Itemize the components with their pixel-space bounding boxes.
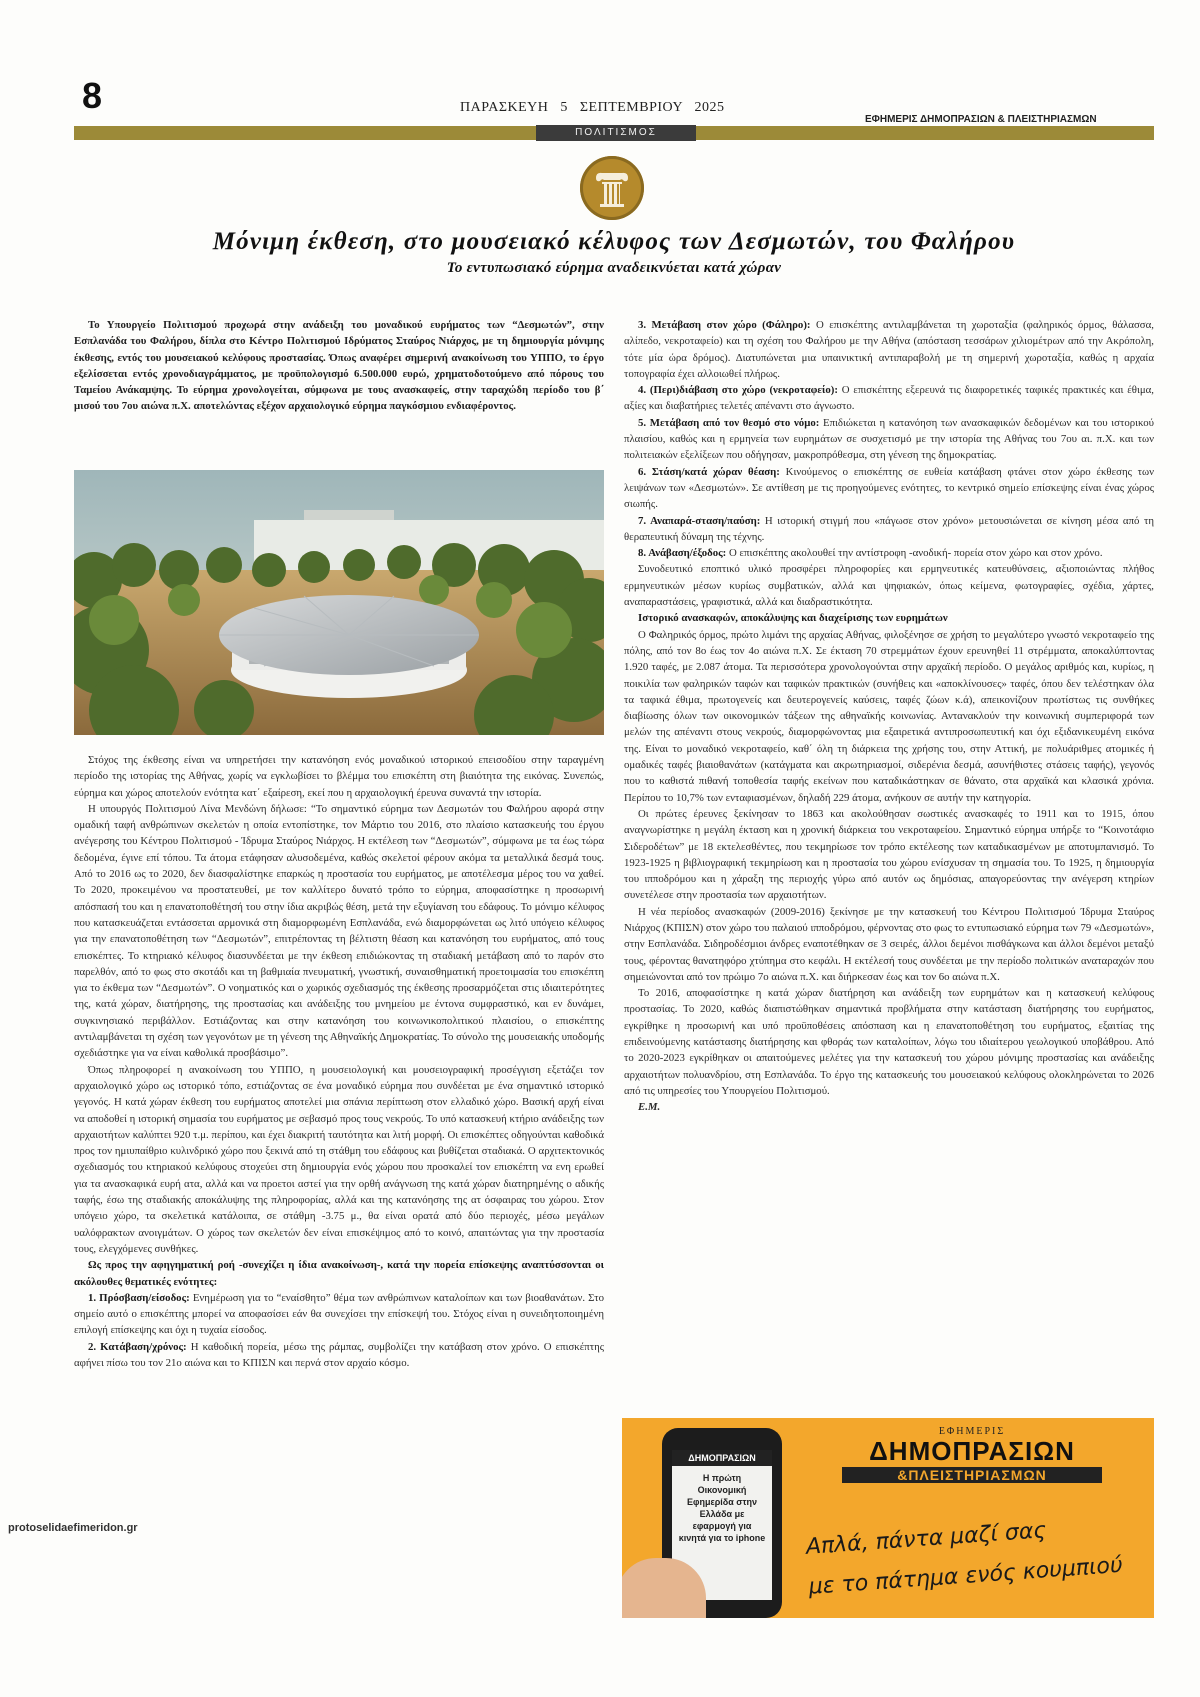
ad-slogan-line: Απλά, πάντα μαζί σας	[805, 1518, 1048, 1560]
history-paragraph: Οι πρώτες έρευνες ξεκίνησαν το 1863 και ακολούθησαν σωστικές ανασκαφές το 1911 και το 1915, όπου αναγνωρίστηκε η μεγάλη έκταση και η χρονική διάρκεια του νεκροταφείου. Σημαντικό εύρημα υπήρξε το “Κοινοτάφιο Σιδεροδέτων” με 18 εκτελεσθέντες, που τεκμηρίωσε τον τρόπο εκτέλεσης των καταδικασμένων με αποτυμπανισμό. Το 1923-1925 η βιβλιογραφική τεκμηρίωση και η προστασία του χώρου ενίσχυσαν τη σημασία του. Το 1925, η δημιουργία του ιπποδρόμου και η χάραξη της περιοχής γύρω από αυτόν ως δημόσιας, απαγορεύοντας την ανέγερση κτηρίων συνετέλεσε στην προστασία των αρχαιοτήτων.	[624, 807, 1154, 902]
stage-text: Επιδιώκεται η κατανόηση των ανασκαφικών δεδομένων και του ιστορικού πλαισίου, καθώς και η ερμηνεία των ευρημάτων σε συσχετισμό με την ιστορία της Αθήνας του 7ου αι. π.Χ. και των πολιτειακών εξελίξεων που οδήγησαν, μακροπρόθεσμα, στη γένεση της δημοκρατίας.	[624, 416, 1154, 462]
body-paragraph: Όπως πληροφορεί η ανακοίνωση του ΥΠΠΟ, η μουσειολογική και μουσειογραφική προσέγγιση εξετάζει τον αρχαιολογικό χώρο ως ιστορικό τόπο, εστιάζοντας σε ένα μοναδικό εύρημα που συνδέεται με ένα σημαντικό ιστορικό γεγονός. Η κατά χώραν έκθεση του ευρήματος αποτελεί μια σπάνια περίπτωση στον ελλαδικό χώρο. Βασική αρχή είναι να αποδοθεί η ιστορική σημασία του ευρήματος με σεβασμό προς τους νεκρούς. Το υπό κατασκευή κτήριο ανάδειξης των αρχαιοτήτων καλύπτει 920 τ.μ. περίπου, και έχει διακριτή ταυτότητα και λιτή μορφή. Οι επισκέπτες οδηγούνται καθοδικά προς τον ημιυπαίθριο κυλινδρικό χώρο που ξεκινά από τη στάθμη του εδάφους και βυθίζεται σταδιακά. Ο αρχιτεκτονικός σχεδιασμός του κτηριακού κελύφους στοχεύει στη δημιουργία ενός χώρου που προσκαλεί τον επισκέπτη να ενη ερωθεί για τα ανασκαφικά ευρή ατα, αλλά και να προετοι αστεί για την ορθή ανάγνωση της κατά χώραν διατηρημένης ο αδικής ταφής, έσω της σταδιακής αποκάλυψης της πληροφορίας, αλλά και της κατανόησης της ατ όσφαιρας του χώρου. Στον υπόγειο χώρο, τα σκελετικά κατάλοιπα, σε στάθμη -3.75 μ., θα είναι ορατά από δύο περιοχές, μέσω μεγάλων υαλόφρακτων ανοιγμάτων. Ο χώρος των σκελετών δεν είναι επισκέψιμος από το κοινό, απαιτώντας για την προστασία τους, ελεγχόμενες συνθήκες.	[74, 1063, 604, 1255]
stage-item	[624, 545, 1154, 561]
body-paragraph: Η υπουργός Πολιτισμού Λίνα Μενδώνη δήλωσε: “Το σημαντικό εύρημα των Δεσμωτών του Φαλήρου αφορά στην ομαδική ταφή ανθρώπινων σκελετών η οποία εντοπίστηκε, τον Μάρτιο του 2016, στο πλαίσιο κατασκευής του έργου ανέγερσης του Κέντρου Πολιτισμού - Ίδρυμα Σταύρος Νιάρχος. Η εκτέλεση των “Δεσμωτών”, σύμφωνα με τα έως τώρα δεδομένα, έγινε επί τόπου. Τα άτομα ετάφησαν αλυσοδεμένα, καθώς σκελετοί φέρουν ακόμα τα μεταλλικά δεσμά τους. Από το 2016 ως το 2020, δεν διασφαλίστηκε επαρκώς η προστασία του ευρήματος, με αποτέλεσμα μέρος του να χαθεί. Το 2020, προκειμένου να προστατευθεί, με τον καλλίτερο δυνατό τρόπο το εύρημα, αποφασίστηκε η προσωρινή απόσπασή του και η επανατοποθέτησή του στην ίδια ακριβώς θέση, μετά την εξυγίανση του εδάφους. Το μόνιμο κέλυφος που κατασκευάζεται εντάσσεται αρμονικά στη διαμορφωμένη Εσπλανάδα, ενώ διαμορφώνεται ως λιτό υπόγειο κέλυφος για την επανατοποθέτηση των “Δεσμωτών”, επιτρέποντας τη βέλτιστη θέαση και κατανόηση του ευρήματος, από τους επισκέπτες. Το κτηριακό κέλυφος διασυνδέεται με την έκθεση επιδιώκοντας τη σταδιακή μετάβαση από το παρόν στο παρελθόν, από το φως στο σκοτάδι και τη βαθμιαία πνευματική, γνωστική, συναισθηματική προετοιμασία του επισκέπτη για το έκθεμα των “Δεσμωτών”. Ο νοηματικός και ο χωρικός σχεδιασμός της έκθεσης προσαρμόζεται στις ιδιαιτερότητες της, κατά χώραν, διατήρησης, της προστασίας και ανάδειξης του μνημείου με έντονα συμφραστικό, και εν δυνάμει, συγκινησιακό περιβάλλον. Εστιάζοντας και στην κατανόηση του κοινωνικοπολιτικού πλαισίου, ο επισκέπτης αντιλαμβάνεται τη σχέση των γεγονότων με τη γένεση της Αθηναϊκής Δημοκρατίας. Το σύνολο της μουσειακής υποδομής σχεδιάστηκε για να είναι καθολικά προσβάσιμο”.	[74, 802, 604, 1060]
ad-slogan-line: με το πάτημα ενός κουμπιού	[807, 1552, 1124, 1600]
lead-paragraph: Το Υπουργείο Πολιτισμού προχωρά στην ανάδειξη του μοναδικού ευρήματος των “Δεσμωτών”, στην Εσπλανάδα του Φαλήρου, δίπλα στο Κέντρο Πολιτισμού Ιδρύματος Σταύρος Νιάρχος, με τη δημιουργία μόνιμης έκθεσης, εντός του μουσειακού κελύφους προστασίας. Όπως αναφέρει σημερινή ανακοίνωση του ΥΠΠΟ, το έργο εξελίσσεται εντός χρονοδιαγράμματος, με προϋπολογισμό 6.500.000 ευρώ, χρηματοδοτούμενο από πόρους του Ταμείου Ανάκαμψης. Το εύρημα χρονολογείται, σύμφωνα με τους ανασκαφείς, στην ταραχώδη περίοδο του β΄ μισού του 7ου αιώνα π.Χ. αποτελώντας εξέχον αρχαιολογικό εύρημα παγκόσμιου ενδιαφέροντος.	[74, 319, 604, 413]
article-headline: Μόνιμη έκθεση, στο μουσειακό κέλυφος των Δεσμωτών, του Φαλήρου	[212, 228, 1016, 255]
stage-label: 7. Αναπαρά-σταση/παύση:	[638, 514, 761, 527]
right-column-body	[624, 317, 1154, 1116]
stage-text: Ενημέρωση για το “εναίσθητο” θέμα των ανθρώπινων καταλοίπων και των βιοαθανάτων. Στο σημείο αυτό ο επισκέπτης μπορεί να αποφασίσει εάν θα συνεχίσει την επίσκεψή του. Στόχος είναι η συνειδητοποιημένη επιλογή επίσκεψης και όχι η τυχαία είσοδος.	[74, 1291, 604, 1337]
history-heading: Ιστορικό ανασκαφών, αποκάλυψης και διαχείρισης των ευρημάτων	[638, 612, 948, 625]
stage-item	[624, 513, 1154, 546]
page-number: 8	[82, 75, 103, 116]
sequence-intro: Ως προς την αφηγηματική ροή -συνεχίζει η ίδια ανακοίνωση-, κατά την πορεία επίσκεψης αναπτύσσονται οι ακόλουθες θεματικές ενότητες:	[74, 1259, 604, 1288]
site-watermark: protoselidaefimeridon.gr	[8, 1522, 138, 1534]
stage-text: Ο επισκέπτης ακολουθεί την αντίστροφη -ανοδική- πορεία στον χώρο και στον χρόνο.	[728, 547, 1103, 560]
section-label: ΠΟΛΙΤΙΣΜΟΣ	[536, 125, 696, 141]
stage-label: 1. Πρόσβαση/είσοδος:	[88, 1291, 190, 1304]
left-column-body	[74, 752, 604, 1371]
stage-item	[624, 415, 1154, 464]
stage-label: 4. (Περι)διάβαση στο χώρο (νεκροταφείο):	[638, 384, 838, 397]
phone-text: Η πρώτη Οικονομική Εφημερίδα στην Ελλάδα με εφαρμογή για κινητά για το iphone	[678, 1473, 766, 1543]
issue-date: ΠΑΡΑΣΚΕΥΗ 5 ΣΕΠΤΕΜΒΡΙΟΥ 2025	[460, 100, 725, 115]
body-paragraph: Στόχος της έκθεσης είναι να υπηρετήσει την κατανόηση ενός μοναδικού ιστορικού επεισοδίου στην ταραγμένη περίοδο της ιστορίας της Αθήνας, χωρίς να εγκλωβίσει το βλέμμα του επισκέπτη στη βιαιότητα της εικόνας. Συνεπώς, εύρημα και χώρος αποτελούν ενότητα κατ΄ εξαίρεση, εκεί που η αρχαιολογική έρευνα συναντά την ιστορία.	[74, 754, 604, 799]
museum-rendering-image	[74, 470, 604, 735]
ad-paper-sub: &ΠΛΕΙΣΤΗΡΙΑΣΜΩΝ	[842, 1467, 1102, 1483]
masthead-mini: ΕΦΗΜΕΡΙΣ ΔΗΜΟΠΡΑΣΙΩΝ & ΠΛΕΙΣΤΗΡΙΑΣΜΩΝ	[865, 114, 1097, 125]
ad-slogan	[805, 1504, 1150, 1608]
stage-item	[624, 317, 1154, 382]
stage-item	[624, 464, 1154, 513]
stage-text: Η καθοδική πορεία, μέσω της ράμπας, συμβολίζει την κατάβαση στον χρόνο. Ο επισκέπτης αφήνει πίσω του τον 21ο αιώνα και το ΚΠΙΣΝ και περνά στον αρχαίο κόσμο.	[74, 1340, 604, 1369]
stage-label: 5. Μετάβαση από τον θεσμό στο νόμο:	[638, 416, 820, 429]
history-paragraph: Το 2016, αποφασίστηκε η κατά χώραν διατήρηση και ανάδειξη των ευρημάτων και η κατασκευή κελύφους προστασίας. Το 2020, καθώς διαπιστώθηκαν σημαντικά προβλήματα στην κατάσταση διατήρησης του ευρήματος, εγκρίθηκε η προσωρινή και υπό προϋποθέσεις απόσπαση και η επανατοποθέτηση του ευρήματος, εξαιτίας της επιδεινούμενης κατάστασης διατήρησης και φθοράς των καταλοίπων, λόγω του ιδιαίτερου γεωλογικού υποβάθρου. Από το 2020-2023 εγκρίθηκαν οι απαιτούμενες μελέτες για την κατασκευή του χώρου μόνιμης προστασίας και ανάδειξης αρχαιοτήτων πολυανδρίου, στη Εσπλανάδα. Το έργο της κατασκευής του μουσειακού κελύφους ολοκληρώνεται το 2026 από τις υπηρεσίες του Υπουργείου Πολιτισμού.	[624, 987, 1154, 1097]
stage-item	[74, 1339, 604, 1372]
ionic-column-icon	[580, 156, 644, 220]
ad-newspaper-title	[802, 1426, 1142, 1483]
stage-label: 2. Κατάβαση/χρόνος:	[88, 1340, 187, 1353]
article-lead	[74, 317, 604, 415]
author-signature: Ε.Μ.	[638, 1101, 661, 1114]
stage-text: Η ιστορική στιγμή που «πάγωσε στον χρόνο» μετουσιώνεται σε κίνηση μέσα από τη θεραπευτική δύναμη της τέχνης.	[624, 514, 1154, 543]
stage-text: Κινούμενος ο επισκέπτης σε ευθεία κατάβαση φτάνει στον χώρο έκθεσης των λειψάνων των «Δεσμωτών». Σε αντίθεση με τις προηγούμενες ενότητες, το κεντρικό σημείο επίσκεψης είναι ένας χώρος σιωπής.	[624, 465, 1154, 511]
stage-label: 8. Ανάβαση/έξοδος:	[638, 547, 727, 560]
phone-brand: ΔΗΜΟΠΡΑΣΙΩΝ	[672, 1450, 772, 1466]
history-paragraph: Ο Φαληρικός όρμος, πρώτο λιμάνι της αρχαίας Αθήνας, φιλοξένησε σε χρήση το μεγαλύτερο γνωστό νεκροταφείο της πόλης, από τον 8ο έως τον 4ο αιώνα π.Χ. Σε έκταση 70 στρεμμάτων έχουν ερευνηθεί 11 στρέμματα, αποκαλύπτοντας 1.920 ταφές, με 2.087 άτομα. Τα περισσότερα χρονολογούνται στην αρχαϊκή περίοδο. Ο μεγάλος αριθμός και, κυρίως, η ποικιλία των φαληρικών ταφών και ταφικών πρακτικών (συνήθεις και «αποκλίνουσες» ταφές, όπου δεν τελέστηκαν όλα τα ταφικά έθιμα, πρωτογενείς και δευτερογενείς καύσεις, ταφές ζώων κ.ά), απεικονίζουν πρωτίστως τις συνθήκες διαβίωσης όλων των οικονομικών τάξεων της αθηναϊκής κοινωνίας. Αντανακλούν την κοινωνική συμπεριφορά των μελών της απέναντι στους νεκρούς, διαμορφώνοντας μια εξαιρετικά αντιπροσωπευτική και όχι εξιδανικευμένη εικόνα της. Είναι το μοναδικό νεκροταφείο, καθ΄ όλη τη διάρκεια της χρήσης του, στην Αττική, με πολυάριθμες ατομικές ή ομαδικές ταφές βιαιοθανάτων (κατάγματα και ακρωτηριασμοί, σιδερένια δεσμά, ασυνήθιστες στάσεις ταφής), γεγονός που το καθιστά πιθανή τοποθεσία ταφής εκείνων που καταδικάστηκαν σε θάνατο, στα αρχαϊκά και κλασικά χρόνια. Περίπου το 10,7% των ενταφιασμένων, δηλαδή 229 άτομα, ανήκουν σε αυτήν την κατηγορία.	[624, 628, 1154, 804]
support-paragraph: Συνοδευτικό εποπτικό υλικό προσφέρει πληροφορίες και ερμηνευτικές κατευθύνσεις, αξιοποιώντας πλήθος ερμηνευτικών μέσων κυρίως συμβατικών, αλλά και ψηφιακών, όπως κείμενα, φωτογραφίες, σχέδια, χάρτες, αναπαραστάσεις, γραφιστικά, αλλά και διαδραστικότητα.	[624, 563, 1154, 609]
stage-text: Ο επισκέπτης αντιλαμβάνεται τη χωροταξία (φαληρικός όρμος, θάλασσα, αλίπεδο, νεκροταφείο) και τη σχέση του Φαλήρου με την Αθήνα (απόσταση τεσσάρων χιλιομέτρων από την Ακρόπολη, τότε μία ώρα δρόμος). Διατυπώνεται μια υπαινικτική αντιπαραβολή με τη σημερινή χωροταξία, καθώς η αρχαία τοπογραφία έχει αλλοιωθεί πλήρως.	[624, 319, 1154, 380]
article-subheadline: Το εντυπωσιακό εύρημα αναδεικνύεται κατά χώραν	[446, 260, 782, 276]
stage-label: 3. Μετάβαση στον χώρο (Φάληρο):	[638, 319, 811, 331]
stage-item	[74, 1290, 604, 1339]
newspaper-app-advertisement[interactable]	[622, 1418, 1154, 1618]
ad-paper-name: ΔΗΜΟΠΡΑΣΙΩΝ	[869, 1436, 1075, 1466]
ad-paper-small: ΕΦΗΜΕΡΙΣ	[938, 1426, 1006, 1437]
stage-text: Ο επισκέπτης εξερευνά τις διαφορετικές ταφικές πρακτικές και έθιμα, αξίες και διαβατήριες τελετές απέναντι στο άγνωστο.	[624, 384, 1155, 413]
history-paragraph: Η νέα περίοδος ανασκαφών (2009-2016) ξεκίνησε με την κατασκευή του Κέντρου Πολιτισμού Ίδρυμα Σταύρος Νιάρχος (ΚΠΙΣΝ) στον χώρο του παλαιού ιπποδρόμου, φέρνοντας στο φως το εντυπωσιακό εύρημα των 79 «Δεσμωτών», στην Εσπλανάδα. Σιδηροδέσμιοι άνδρες εναποτέθηκαν σε 3 σειρές, άλλοι δεμένοι πισθάγκωνα και άλλοι δεμένοι μεταξύ τους, φέροντας θανατηφόρο χτύπημα στο κεφάλι. Η εκτέλεσή τους συνδέεται με την περίοδο πολιτικών αναταραχών που σημειώνονται από τον πρώιμο 7ο αιώνα π.Χ. και διήρκεσαν έως και τον 6ο αιώνα π.Χ.	[624, 905, 1154, 983]
stage-label: 6. Στάση/κατά χώραν θέαση:	[638, 465, 780, 478]
stage-item	[624, 382, 1154, 415]
